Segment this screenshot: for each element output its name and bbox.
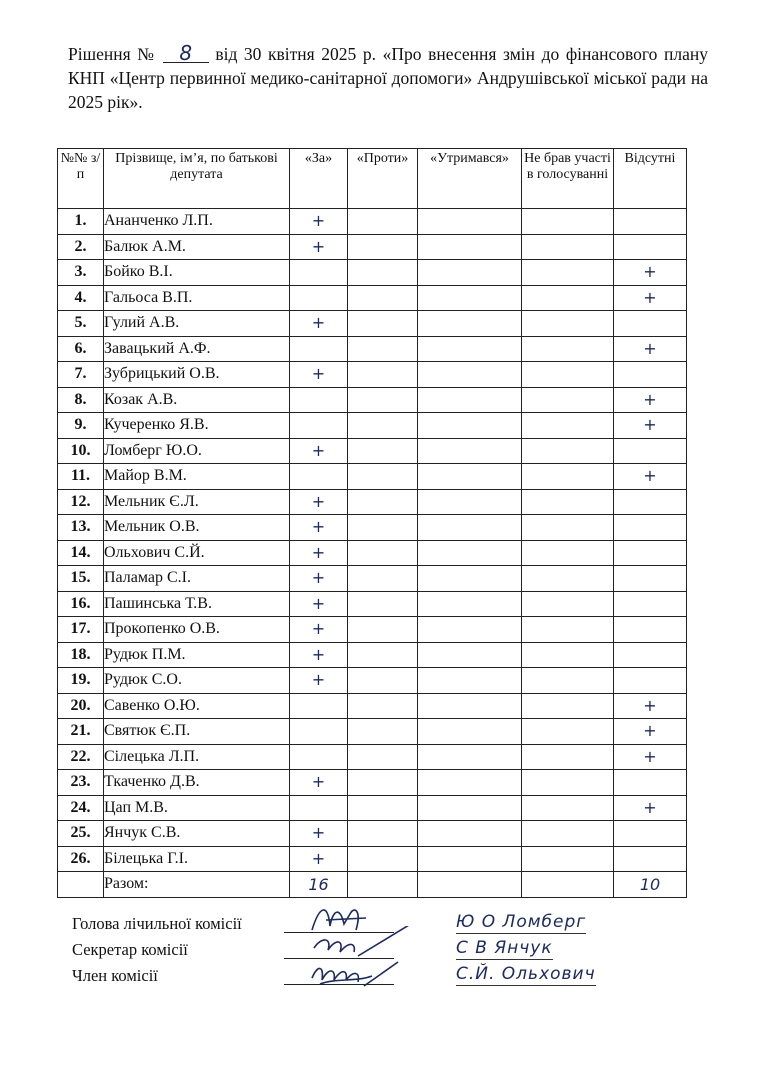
row-number: 12. [58, 489, 104, 515]
table-row [58, 234, 687, 260]
vote-cell-against [348, 846, 418, 872]
member-label: Член комісії [72, 966, 158, 985]
table-row [58, 693, 687, 719]
vote-cell-not-voting [522, 617, 614, 643]
vote-cell-for [290, 285, 348, 311]
total-row [58, 872, 687, 898]
vote-cell-against [348, 617, 418, 643]
row-number: 7. [58, 362, 104, 388]
vote-cell-against [348, 311, 418, 337]
row-number: 13. [58, 515, 104, 541]
vote-cell-abstained [418, 209, 522, 235]
deputy-name: Савенко О.Ю. [104, 693, 290, 719]
vote-cell-not-voting [522, 693, 614, 719]
deputy-name: Прокопенко О.В. [104, 617, 290, 643]
vote-cell-absent [614, 770, 687, 796]
vote-cell-absent [614, 591, 687, 617]
row-number: 19. [58, 668, 104, 694]
vote-cell-not-voting [522, 387, 614, 413]
vote-cell-absent [614, 311, 687, 337]
row-number: 9. [58, 413, 104, 439]
row-number: 26. [58, 846, 104, 872]
table-row [58, 515, 687, 541]
vote-cell-absent: + [614, 387, 687, 413]
vote-cell-not-voting [522, 515, 614, 541]
deputy-name: Балюк А.М. [104, 234, 290, 260]
total-label: Разом: [104, 872, 290, 898]
vote-cell-for [290, 336, 348, 362]
vote-cell-not-voting [522, 438, 614, 464]
vote-cell-for: + [290, 668, 348, 694]
vote-cell-absent: + [614, 744, 687, 770]
vote-cell-not-voting [522, 336, 614, 362]
vote-cell-abstained [418, 285, 522, 311]
vote-cell-against [348, 362, 418, 388]
row-number: 17. [58, 617, 104, 643]
vote-cell-absent: + [614, 693, 687, 719]
table-row [58, 770, 687, 796]
vote-cell-absent: + [614, 285, 687, 311]
deputy-name: Рудюк С.О. [104, 668, 290, 694]
deputy-name: Білецька Г.І. [104, 846, 290, 872]
vote-cell-for: + [290, 591, 348, 617]
vote-cell-abstained [418, 438, 522, 464]
table-row [58, 362, 687, 388]
total-absent: 10 [614, 872, 687, 898]
vote-cell-abstained [418, 260, 522, 286]
signature-block [72, 914, 692, 992]
vote-cell-for: + [290, 438, 348, 464]
vote-cell-against [348, 744, 418, 770]
vote-cell-for: + [290, 209, 348, 235]
vote-cell-abstained [418, 821, 522, 847]
vote-cell-abstained [418, 311, 522, 337]
total-against [348, 872, 418, 898]
chair-name: Ю О Ломберг [456, 912, 587, 932]
vote-cell-absent [614, 642, 687, 668]
vote-cell-not-voting [522, 668, 614, 694]
vote-cell-abstained [418, 336, 522, 362]
total-for: 16 [290, 872, 348, 898]
vote-cell-for: + [290, 566, 348, 592]
vote-cell-for [290, 260, 348, 286]
deputy-name: Мельник О.В. [104, 515, 290, 541]
row-number: 4. [58, 285, 104, 311]
deputy-name: Рудюк П.М. [104, 642, 290, 668]
vote-cell-for: + [290, 311, 348, 337]
vote-cell-for: + [290, 540, 348, 566]
vote-cell-absent [614, 234, 687, 260]
vote-cell-against [348, 770, 418, 796]
vote-cell-abstained [418, 489, 522, 515]
vote-cell-absent [614, 515, 687, 541]
row-number: 16. [58, 591, 104, 617]
deputy-name: Янчук С.В. [104, 821, 290, 847]
voting-table [57, 148, 687, 898]
row-number: 22. [58, 744, 104, 770]
vote-cell-against [348, 260, 418, 286]
decision-number: 8 [163, 44, 209, 63]
vote-cell-not-voting [522, 311, 614, 337]
row-number: 15. [58, 566, 104, 592]
vote-cell-against [348, 489, 418, 515]
vote-cell-against [348, 515, 418, 541]
decision-heading [68, 42, 708, 114]
col-header-num: №№ з/п [58, 149, 104, 209]
vote-cell-abstained [418, 617, 522, 643]
vote-cell-against [348, 285, 418, 311]
vote-cell-for: + [290, 821, 348, 847]
vote-cell-for: + [290, 234, 348, 260]
vote-cell-not-voting [522, 795, 614, 821]
vote-cell-abstained [418, 693, 522, 719]
vote-cell-abstained [418, 668, 522, 694]
vote-cell-abstained [418, 540, 522, 566]
vote-cell-absent: + [614, 795, 687, 821]
vote-cell-abstained [418, 744, 522, 770]
heading-prefix: Рішення № [68, 44, 157, 64]
vote-cell-for: + [290, 846, 348, 872]
table-row [58, 311, 687, 337]
row-number: 21. [58, 719, 104, 745]
table-row [58, 209, 687, 235]
vote-cell-abstained [418, 642, 522, 668]
vote-cell-against [348, 336, 418, 362]
vote-cell-against [348, 413, 418, 439]
table-row [58, 821, 687, 847]
secretary-label: Секретар комісії [72, 940, 188, 959]
vote-cell-not-voting [522, 540, 614, 566]
vote-cell-absent [614, 540, 687, 566]
vote-cell-for: + [290, 617, 348, 643]
vote-cell-absent [614, 821, 687, 847]
vote-cell-against [348, 540, 418, 566]
vote-cell-absent [614, 668, 687, 694]
table-body [58, 209, 687, 872]
vote-cell-absent [614, 362, 687, 388]
deputy-name: Ломберг Ю.О. [104, 438, 290, 464]
col-header-absent: Відсутні [614, 149, 687, 209]
vote-cell-not-voting [522, 566, 614, 592]
secretary-name: С В Янчук [456, 938, 553, 958]
col-header-against: «Проти» [348, 149, 418, 209]
table-row [58, 336, 687, 362]
vote-cell-not-voting [522, 209, 614, 235]
vote-cell-abstained [418, 719, 522, 745]
vote-cell-not-voting [522, 413, 614, 439]
deputy-name: Пашинська Т.В. [104, 591, 290, 617]
col-header-not-voting: Не брав участі в голосуванні [522, 149, 614, 209]
vote-cell-for: + [290, 642, 348, 668]
table-row [58, 413, 687, 439]
vote-cell-against [348, 642, 418, 668]
vote-cell-against [348, 438, 418, 464]
vote-cell-abstained [418, 234, 522, 260]
deputy-name: Зубрицький О.В. [104, 362, 290, 388]
vote-cell-not-voting [522, 489, 614, 515]
vote-cell-abstained [418, 770, 522, 796]
vote-cell-not-voting [522, 821, 614, 847]
row-number: 1. [58, 209, 104, 235]
deputy-name: Гулий А.В. [104, 311, 290, 337]
table-row [58, 285, 687, 311]
vote-cell-abstained [418, 362, 522, 388]
deputy-name: Ткаченко Д.В. [104, 770, 290, 796]
deputy-name: Завацький А.Ф. [104, 336, 290, 362]
vote-cell-against [348, 821, 418, 847]
vote-cell-not-voting [522, 464, 614, 490]
total-abstained [418, 872, 522, 898]
vote-cell-absent: + [614, 260, 687, 286]
row-number: 24. [58, 795, 104, 821]
vote-cell-abstained [418, 387, 522, 413]
vote-cell-against [348, 668, 418, 694]
vote-cell-absent [614, 846, 687, 872]
member-name: С.Й. Ольхович [456, 964, 596, 984]
deputy-name: Цап М.В. [104, 795, 290, 821]
vote-cell-absent: + [614, 413, 687, 439]
vote-cell-for [290, 693, 348, 719]
row-number: 11. [58, 464, 104, 490]
vote-cell-absent [614, 489, 687, 515]
table-row [58, 744, 687, 770]
vote-cell-not-voting [522, 362, 614, 388]
vote-cell-abstained [418, 515, 522, 541]
deputy-name: Мельник Є.Л. [104, 489, 290, 515]
vote-cell-for: + [290, 489, 348, 515]
vote-cell-not-voting [522, 744, 614, 770]
deputy-name: Гальоса В.П. [104, 285, 290, 311]
table-row [58, 566, 687, 592]
col-header-for: «За» [290, 149, 348, 209]
vote-cell-absent [614, 566, 687, 592]
col-header-abstained: «Утримався» [418, 149, 522, 209]
table-row [58, 719, 687, 745]
vote-cell-for: + [290, 770, 348, 796]
table-row [58, 464, 687, 490]
vote-cell-for: + [290, 515, 348, 541]
vote-cell-abstained [418, 413, 522, 439]
table-row [58, 642, 687, 668]
row-number: 8. [58, 387, 104, 413]
row-number: 10. [58, 438, 104, 464]
vote-cell-against [348, 464, 418, 490]
table-row [58, 540, 687, 566]
row-number: 25. [58, 821, 104, 847]
vote-cell-for [290, 744, 348, 770]
vote-cell-for [290, 387, 348, 413]
deputy-name: Ананченко Л.П. [104, 209, 290, 235]
vote-cell-abstained [418, 846, 522, 872]
table-row [58, 438, 687, 464]
row-number: 23. [58, 770, 104, 796]
deputy-name: Паламар С.І. [104, 566, 290, 592]
vote-cell-against [348, 795, 418, 821]
row-number: 2. [58, 234, 104, 260]
vote-cell-absent: + [614, 464, 687, 490]
vote-cell-against [348, 591, 418, 617]
vote-cell-not-voting [522, 591, 614, 617]
deputy-name: Майор В.М. [104, 464, 290, 490]
vote-cell-not-voting [522, 642, 614, 668]
vote-cell-for [290, 795, 348, 821]
table-row [58, 668, 687, 694]
row-number: 20. [58, 693, 104, 719]
table-row [58, 591, 687, 617]
vote-cell-against [348, 693, 418, 719]
vote-cell-absent: + [614, 719, 687, 745]
table-row [58, 260, 687, 286]
deputy-name: Кучеренко Я.В. [104, 413, 290, 439]
vote-cell-against [348, 566, 418, 592]
table-row [58, 795, 687, 821]
vote-cell-for: + [290, 362, 348, 388]
vote-cell-absent: + [614, 336, 687, 362]
vote-cell-absent [614, 438, 687, 464]
vote-cell-abstained [418, 464, 522, 490]
vote-cell-absent [614, 617, 687, 643]
member-signature-row [72, 966, 692, 992]
col-header-name: Прізвище, ім’я, по батькові депутата [104, 149, 290, 209]
row-number: 14. [58, 540, 104, 566]
heading-text: від 30 квітня 2025 р. «Про внесення змін до фінансового плану КНП «Центр первинної медико-санітарної допомоги» Андрушівської міської ради на 2025 рік». [68, 44, 708, 112]
total-num-cell [58, 872, 104, 898]
deputy-name: Бойко В.І. [104, 260, 290, 286]
table-row [58, 846, 687, 872]
row-number: 5. [58, 311, 104, 337]
vote-cell-absent [614, 209, 687, 235]
table-row [58, 489, 687, 515]
deputy-name: Ольхович С.Й. [104, 540, 290, 566]
vote-cell-abstained [418, 566, 522, 592]
vote-cell-not-voting [522, 234, 614, 260]
table-header-row [58, 149, 687, 209]
vote-cell-against [348, 387, 418, 413]
vote-cell-for [290, 413, 348, 439]
vote-cell-against [348, 719, 418, 745]
member-signature-icon [306, 952, 416, 996]
vote-cell-not-voting [522, 770, 614, 796]
vote-cell-not-voting [522, 846, 614, 872]
table-row [58, 387, 687, 413]
row-number: 18. [58, 642, 104, 668]
row-number: 6. [58, 336, 104, 362]
vote-cell-not-voting [522, 719, 614, 745]
row-number: 3. [58, 260, 104, 286]
vote-cell-for [290, 719, 348, 745]
vote-cell-not-voting [522, 260, 614, 286]
vote-cell-against [348, 209, 418, 235]
vote-cell-against [348, 234, 418, 260]
table-row [58, 617, 687, 643]
deputy-name: Козак А.В. [104, 387, 290, 413]
deputy-name: Сілецька Л.П. [104, 744, 290, 770]
vote-cell-not-voting [522, 285, 614, 311]
chair-label: Голова лічильної комісії [72, 914, 242, 933]
deputy-name: Святюк Є.П. [104, 719, 290, 745]
vote-cell-abstained [418, 591, 522, 617]
vote-cell-abstained [418, 795, 522, 821]
vote-cell-for [290, 464, 348, 490]
total-not-voting [522, 872, 614, 898]
